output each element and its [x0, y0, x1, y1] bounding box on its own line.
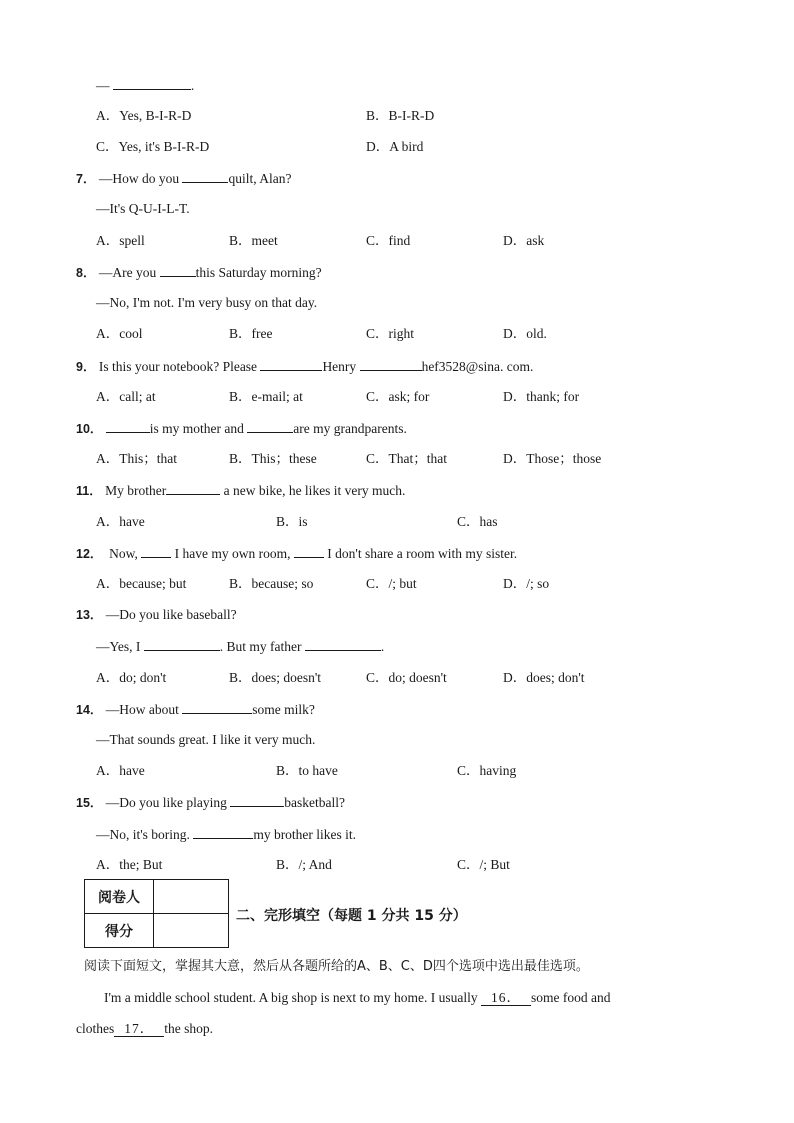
question-text: this Saturday morning? [195, 265, 322, 280]
answer-blank[interactable] [113, 76, 191, 90]
q7-reply: —It's Q-U-I-L-T. [96, 201, 190, 216]
q13-reply [96, 637, 384, 656]
question-number: 11． [76, 484, 102, 498]
question-text: Henry [322, 359, 360, 374]
q9-option-c[interactable]: C．ask; for [366, 389, 430, 404]
question-number: 10． [76, 422, 103, 436]
q6-option-b[interactable]: B．B-I-R-D [366, 108, 435, 123]
reply-text: . But my father [219, 639, 305, 654]
score-box [84, 879, 229, 948]
passage-text: the shop. [164, 1021, 213, 1036]
question-text: —Do you like playing [105, 795, 231, 810]
q10-option-b[interactable]: B．This；these [229, 451, 317, 466]
answer-blank[interactable] [106, 419, 150, 433]
q10-option-d[interactable]: D．Those；those [503, 451, 602, 466]
q8-option-b[interactable]: B．free [229, 326, 273, 341]
q13-option-c[interactable]: C．do; doesn't [366, 670, 447, 685]
answer-blank[interactable] [160, 263, 196, 277]
answer-blank[interactable] [247, 419, 293, 433]
q14-option-a[interactable]: A．have [96, 763, 145, 778]
q15-reply [96, 825, 356, 844]
reply-text: —No, it's boring. [96, 827, 194, 842]
question-text: —How do you [98, 171, 183, 186]
question-text: My brother [105, 483, 167, 498]
q15-option-b[interactable]: B．/; And [276, 857, 332, 872]
question-number: 15． [76, 796, 103, 810]
q11-option-a[interactable]: A．have [96, 514, 145, 529]
q11-option-b[interactable]: B．is [276, 514, 308, 529]
question-number: 12． [76, 547, 103, 561]
reply-text: my brother likes it. [253, 827, 357, 842]
question-number: 8． [76, 266, 96, 280]
q6-answer-line: — . [96, 78, 195, 93]
question-text: hef3528@sina. com. [421, 359, 534, 374]
dash: — [96, 78, 110, 93]
answer-blank[interactable] [230, 793, 284, 807]
reply-text: —Yes, I [96, 639, 144, 654]
question-text: —Are you [98, 265, 160, 280]
q12-option-c[interactable]: C．/; but [366, 576, 417, 591]
q10-option-a[interactable]: A．This；that [96, 451, 177, 466]
q7-option-a[interactable]: A．spell [96, 233, 145, 248]
q6-option-c[interactable]: C．Yes, it's B-I-R-D [96, 139, 210, 154]
question-text: some milk? [252, 702, 315, 717]
q6-option-a[interactable]: A．Yes, B-I-R-D [96, 108, 192, 123]
cloze-blank-16[interactable]: 16． [481, 990, 531, 1006]
question-text: I don't share a room with my sister. [323, 546, 518, 561]
q8-option-c[interactable]: C．right [366, 326, 415, 341]
q12-option-d[interactable]: D．/; so [503, 576, 550, 591]
q7-option-c[interactable]: C．find [366, 233, 411, 248]
q14-option-c[interactable]: C．having [457, 763, 517, 778]
q7-option-d[interactable]: D．ask [503, 233, 545, 248]
answer-blank[interactable] [193, 825, 253, 839]
question-text: —Do you like baseball? [105, 607, 237, 622]
answer-blank[interactable] [166, 481, 220, 495]
q8-option-d[interactable]: D．old. [503, 326, 547, 341]
reviewer-label: 阅卷人 [85, 880, 154, 914]
q8-question [76, 263, 322, 282]
question-text: basketball? [284, 795, 346, 810]
answer-blank[interactable] [305, 637, 381, 651]
answer-blank[interactable] [144, 637, 220, 651]
passage-text: clothes [76, 1021, 115, 1036]
q13-option-d[interactable]: D．does; don't [503, 670, 585, 685]
q14-reply: —That sounds great. I like it very much. [96, 732, 316, 747]
score-field[interactable] [154, 914, 229, 948]
answer-blank[interactable] [182, 700, 252, 714]
q14-option-b[interactable]: B．to have [276, 763, 338, 778]
answer-blank[interactable] [182, 169, 228, 183]
q9-option-b[interactable]: B．e-mail; at [229, 389, 303, 404]
q13-option-b[interactable]: B．does; doesn't [229, 670, 322, 685]
question-text: —How about [105, 702, 183, 717]
question-text: a new bike, he likes it very much. [220, 483, 406, 498]
q14-question [76, 700, 315, 719]
question-text: are my grandparents. [293, 421, 407, 436]
q13-option-a[interactable]: A．do; don't [96, 670, 167, 685]
question-text: is my mother and [149, 421, 248, 436]
question-text: Now, [109, 546, 142, 561]
q7-option-b[interactable]: B．meet [229, 233, 278, 248]
question-text: Is this your notebook? Please [98, 359, 261, 374]
q8-reply: —No, I'm not. I'm very busy on that day. [96, 295, 318, 310]
question-number: 7． [76, 172, 96, 186]
question-number: 13． [76, 608, 103, 622]
q9-option-d[interactable]: D．thank; for [503, 389, 580, 404]
q12-option-a[interactable]: A．because; but [96, 576, 187, 591]
question-text: I have my own room, [171, 546, 294, 561]
passage-text: I'm a middle school student. A big shop is next to my home. I usually [104, 990, 482, 1005]
answer-blank[interactable] [260, 357, 322, 371]
answer-blank[interactable] [141, 544, 171, 558]
q15-option-a[interactable]: A．the; But [96, 857, 163, 872]
section-instruction: 阅读下面短文，掌握其大意，然后从各题所给的A、B、C、D四个选项中选出最佳选项。 [84, 959, 589, 974]
question-text: quilt, Alan? [228, 171, 292, 186]
passage-line-1 [104, 989, 611, 1007]
question-number: 14． [76, 703, 103, 717]
cloze-blank-17[interactable]: 17． [114, 1021, 164, 1037]
q12-option-b[interactable]: B．because; so [229, 576, 314, 591]
question-number: 9． [76, 360, 96, 374]
q15-option-c[interactable]: C．/; But [457, 857, 510, 872]
q11-option-c[interactable]: C．has [457, 514, 498, 529]
reply-text: . [380, 639, 385, 654]
q8-option-a[interactable]: A．cool [96, 326, 143, 341]
passage-text: some food and [531, 990, 611, 1005]
q12-question [76, 544, 517, 563]
answer-blank[interactable] [360, 357, 422, 371]
q13-question [76, 606, 237, 624]
q10-question [76, 419, 407, 438]
q9-question [76, 357, 533, 376]
q11-question [76, 481, 405, 500]
q15-question [76, 793, 345, 812]
section-title: 二、完形填空（每题 1 分共 15 分） [236, 908, 467, 924]
reviewer-field[interactable] [154, 880, 229, 914]
q7-question [76, 169, 291, 188]
passage-line-2 [76, 1020, 213, 1038]
q6-option-d[interactable]: D．A bird [366, 139, 424, 154]
q9-option-a[interactable]: A．call; at [96, 389, 156, 404]
q10-option-c[interactable]: C．That；that [366, 451, 447, 466]
score-label: 得分 [85, 914, 154, 948]
answer-blank[interactable] [294, 544, 324, 558]
